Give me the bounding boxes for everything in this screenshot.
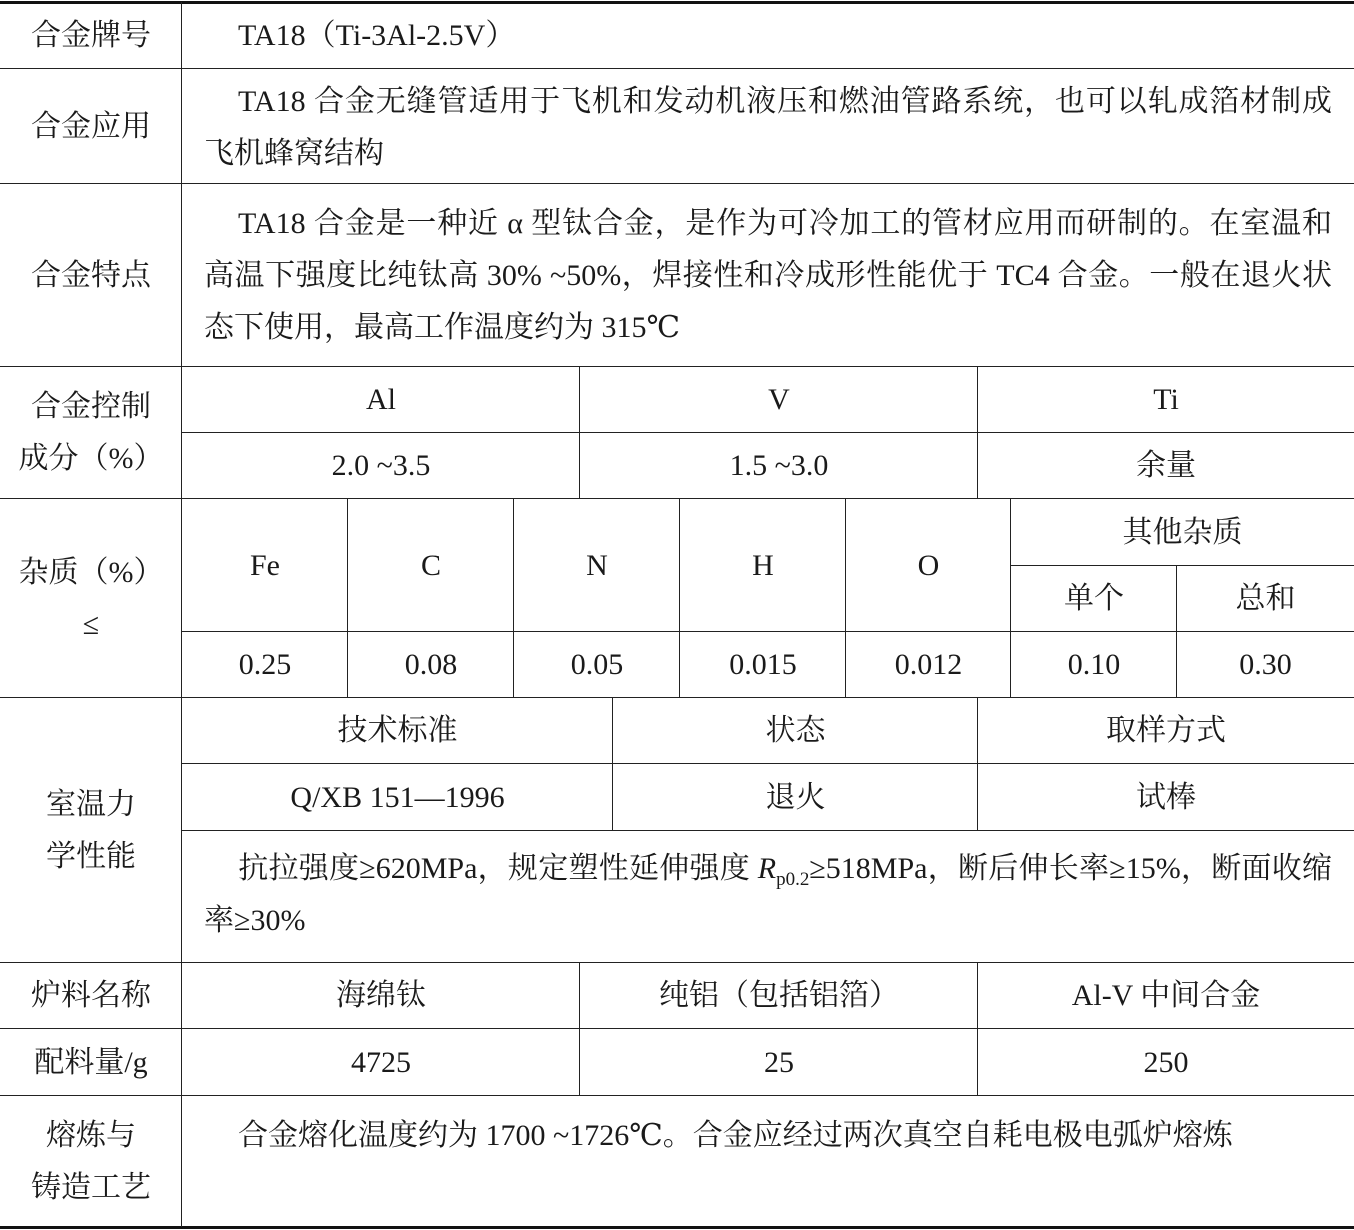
rule-charge-v1 [579,963,580,1096]
impurity-header-fe: Fe [250,548,280,582]
mechanical-label-line1: 室温力 [46,787,136,821]
rule-mechanical-1 [182,763,1354,764]
smelting-paragraph: 合金熔化温度约为 1700 ~1726℃。合金应经过两次真空自耗电极电弧炉熔炼 [238,1119,1233,1152]
composition-value-v: 1.5 ~3.0 [729,449,829,482]
batch-label: 配料量/g [34,1045,148,1079]
mechanical-header-standard: 技术标准 [337,714,458,747]
composition-header-al: Al [366,383,396,416]
rule-mechanical-v2 [977,698,978,831]
rule-composition-1 [579,367,580,499]
rule-row3 [0,366,1354,367]
charge-item-sponge-ti: 海绵钛 [336,979,426,1012]
impurity-header-o: O [917,548,940,582]
mechanical-spec [182,843,1354,951]
mechanical-spec-symbol: R [757,852,777,885]
charge-item-alv: Al-V 中间合金 [1071,979,1261,1012]
mechanical-value-sampling: 试棒 [1136,780,1196,814]
composition-label [0,367,182,499]
composition-label-line1: 合金控制 [31,390,151,423]
mechanical-spec-part2: ≥518MPa，断后伸长率≥15%，断面收缩率≥30% [204,852,1332,937]
charge-label: 炉料名称 [31,979,151,1012]
rule-row2 [0,183,1354,184]
features-paragraph: TA18 合金是一种近 α 型钛合金，是作为可冷加工的管材应用而研制的。在室温和高温下强度比纯钛高 30% ~50%，焊接性和冷成形性能优于 TC4 合金。一般在退火状态下使用，最高工作温度约为 315℃ [204,207,1332,344]
rule-row5 [0,697,1354,698]
rule-mechanical-v1 [612,698,613,831]
impurity-value-total: 0.30 [1239,648,1292,681]
composition-value-al: 2.0 ~3.5 [331,449,431,482]
smelting-label [0,1096,182,1227]
rule-impurity-5 [1010,499,1011,698]
impurity-header-total: 总和 [1235,582,1296,615]
rule-label-column [181,2,182,1227]
impurity-value-single: 0.10 [1067,648,1121,681]
rule-impurity-1 [347,499,348,698]
rule-impurity-mid [182,631,1354,632]
mechanical-header-state: 状态 [765,714,826,747]
features-text [182,198,1354,354]
rule-impurity-3 [679,499,680,698]
smelting-label-line1: 熔炼与 [46,1118,136,1152]
smelting-label-line2: 铸造工艺 [31,1170,151,1204]
rule-row1 [0,68,1354,69]
impurity-header-single: 单个 [1064,582,1124,615]
impurity-value-c: 0.08 [404,648,458,681]
mechanical-spec-subscript: p0.2 [776,869,810,890]
application-text [182,76,1354,180]
application-paragraph: TA18 合金无缝管适用于飞机和发动机液压和燃油管路系统，也可以轧成箔材制成飞机蜂窝结构 [204,85,1332,170]
impurity-header-c: C [420,548,441,582]
impurities-label-line2: ≤ [82,607,100,641]
rule-impurity-4 [845,499,846,698]
features-label: 合金特点 [31,258,151,292]
application-label: 合金应用 [31,109,151,143]
batch-amount-sponge-ti: 4725 [351,1045,411,1079]
impurity-header-other: 其他杂质 [1122,515,1243,549]
composition-value-ti: 余量 [1136,449,1196,482]
rule-top [0,1,1354,4]
smelting-text [182,1110,1354,1214]
mechanical-value-state: 退火 [765,780,826,814]
rule-row7 [0,1028,1354,1029]
mechanical-label [0,698,182,963]
mechanical-header-sampling: 取样方式 [1106,714,1226,747]
rule-row8 [0,1095,1354,1096]
impurity-value-fe: 0.25 [238,648,292,681]
impurities-label-line1: 杂质（%） [18,555,164,589]
impurity-value-o: 0.012 [894,648,963,681]
batch-amount-pure-al: 25 [764,1045,794,1079]
mechanical-spec-part1: 抗拉强度≥620MPa，规定塑性延伸强度 [238,852,758,885]
rule-charge-v2 [977,963,978,1096]
batch-amount-alv: 250 [1143,1045,1189,1079]
composition-header-ti: Ti [1153,383,1179,416]
rule-composition-mid [182,432,1354,433]
mechanical-label-line2: 学性能 [46,839,136,873]
mechanical-value-standard: Q/XB 151—1996 [290,780,505,814]
rule-mechanical-2 [182,830,1354,831]
rule-other-impurity [1011,565,1354,566]
composition-label-line2: 成分（%） [18,442,164,475]
grade-value: TA18（Ti-3Al-2.5V） [238,19,516,52]
rule-impurity-2 [513,499,514,698]
composition-header-v: V [768,383,790,416]
impurity-header-h: H [752,548,774,582]
grade-label: 合金牌号 [31,19,151,52]
rule-impurity-6 [1176,566,1177,698]
charge-item-pure-al: 纯铝（包括铝箔） [659,979,899,1012]
impurity-value-n: 0.05 [570,648,624,681]
rule-composition-2 [977,367,978,499]
impurity-header-n: N [586,548,608,582]
rule-row6 [0,962,1354,963]
impurity-value-h: 0.015 [729,648,797,681]
rule-bottom [0,1226,1354,1229]
rule-row4 [0,498,1354,499]
impurities-label [0,499,182,698]
